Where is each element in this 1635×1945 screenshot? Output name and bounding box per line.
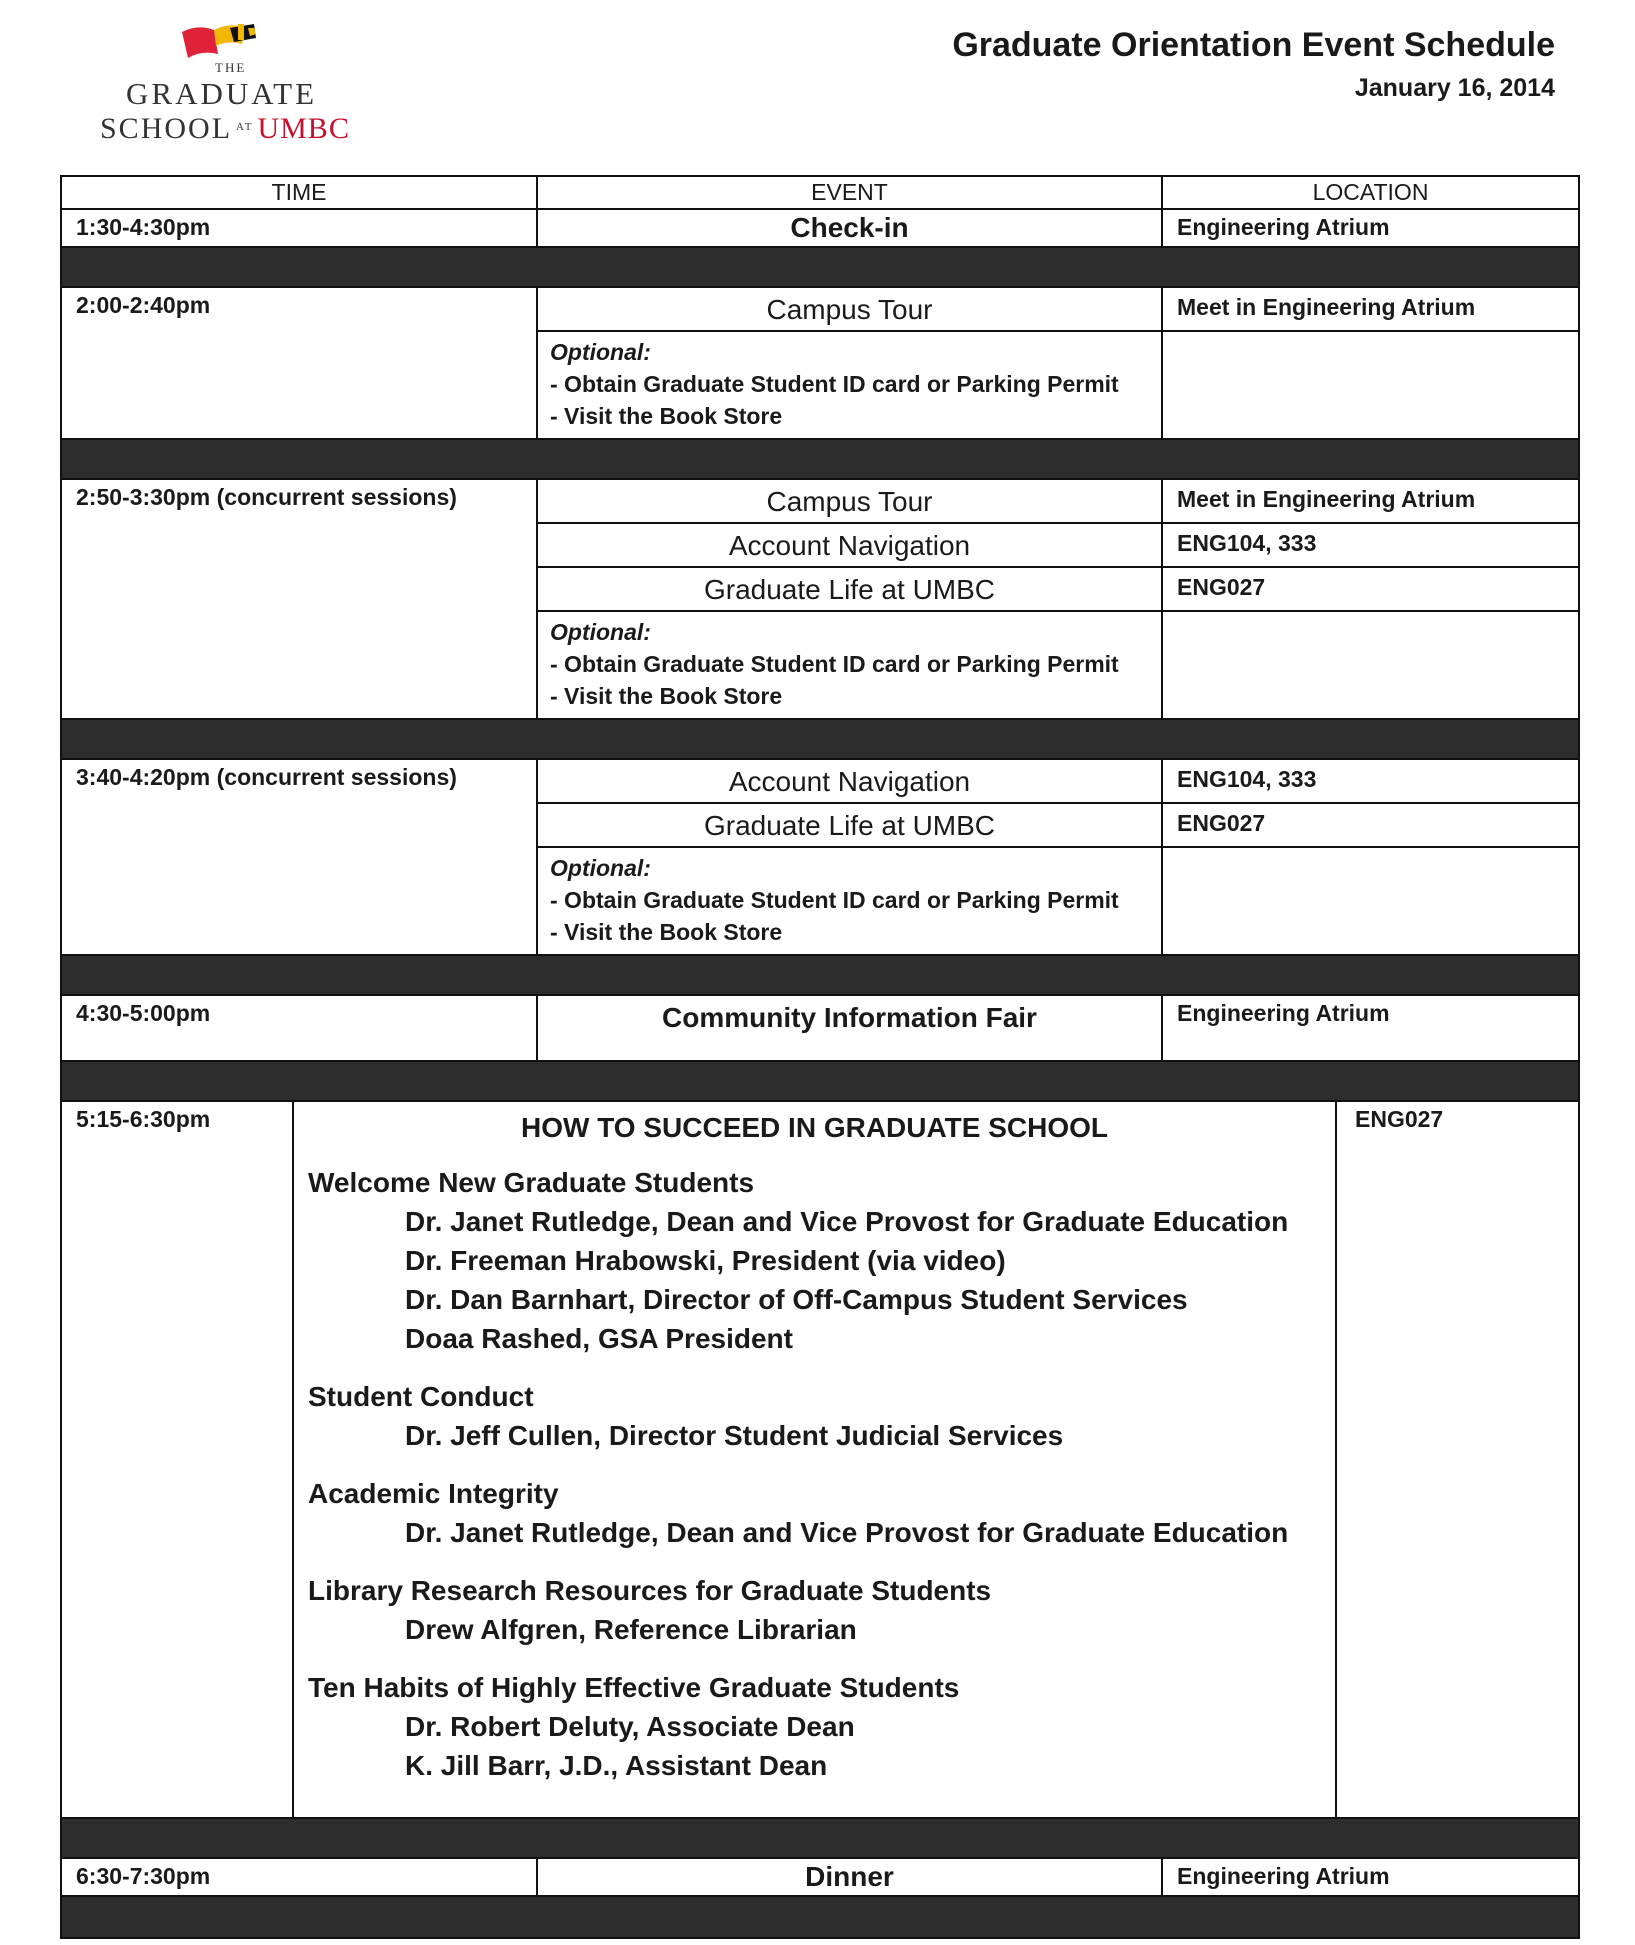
optional-item: - Visit the Book Store	[550, 919, 783, 945]
program-section: Academic Integrity	[308, 1478, 559, 1509]
program-section: Ten Habits of Highly Effective Graduate Students	[308, 1672, 960, 1703]
location-cell: ENG027	[1177, 574, 1266, 600]
table-row-succeed	[62, 1102, 1578, 1819]
location-cell-empty	[1163, 612, 1578, 718]
header-location: LOCATION	[1312, 179, 1429, 205]
logo-umbc: UMBC	[257, 112, 350, 145]
location-cell: ENG027	[1177, 810, 1266, 836]
time-cell: 1:30-4:30pm	[62, 210, 538, 246]
sub-row	[538, 804, 1578, 848]
row-separator	[62, 1819, 1578, 1859]
table-header-row	[62, 177, 1578, 210]
program-cell	[294, 1102, 1337, 1817]
location-cell: Meet in Engineering Atrium	[1177, 294, 1476, 320]
logo-at: AT	[236, 121, 254, 133]
time-cell: 3:40-4:20pm (concurrent sessions)	[62, 760, 538, 954]
optional-label: Optional:	[550, 339, 651, 365]
event-cell: Graduate Life at UMBC	[538, 804, 1163, 846]
event-cell: Account Navigation	[538, 760, 1163, 802]
optional-block	[538, 332, 1163, 438]
logo-the: THE	[215, 60, 247, 75]
optional-item: - Obtain Graduate Student ID card or Parking Permit	[550, 887, 1119, 913]
event-group	[538, 288, 1578, 438]
table-row-dinner	[62, 1859, 1578, 1897]
event-cell: Account Navigation	[538, 524, 1163, 566]
optional-item: - Obtain Graduate Student ID card or Parking Permit	[550, 371, 1119, 397]
location-cell-empty	[1163, 332, 1578, 438]
sub-row	[538, 568, 1578, 612]
speaker: Dr. Janet Rutledge, Dean and Vice Provost for Graduate Education	[405, 1517, 1289, 1548]
event-cell: Dinner	[538, 1859, 1163, 1895]
header-event: EVENT	[538, 177, 1163, 208]
event-group	[538, 480, 1578, 718]
sub-row	[538, 480, 1578, 524]
row-separator	[62, 956, 1578, 996]
sub-row-optional	[538, 612, 1578, 718]
event-cell: Community Information Fair	[538, 996, 1163, 1060]
sub-row-optional	[538, 332, 1578, 438]
sub-row-optional	[538, 848, 1578, 954]
optional-label: Optional:	[550, 619, 651, 645]
location-cell: Engineering Atrium	[1177, 1863, 1390, 1889]
logo-school	[100, 112, 350, 146]
time-cell: 2:00-2:40pm	[62, 288, 538, 438]
table-row-tour	[62, 288, 1578, 440]
location-cell-empty	[1163, 848, 1578, 954]
time-cell: 5:15-6:30pm	[62, 1102, 294, 1817]
location-cell: ENG027	[1355, 1106, 1444, 1132]
location-cell: Engineering Atrium	[1177, 1000, 1390, 1026]
speaker: Dr. Jeff Cullen, Director Student Judicial Services	[405, 1420, 1064, 1451]
table-row-fair	[62, 996, 1578, 1062]
sub-row	[538, 288, 1578, 332]
header-time: TIME	[62, 177, 538, 208]
event-cell: Graduate Life at UMBC	[538, 568, 1163, 610]
optional-item: - Obtain Graduate Student ID card or Parking Permit	[550, 651, 1119, 677]
speaker: K. Jill Barr, J.D., Assistant Dean	[405, 1750, 828, 1781]
program-section: Welcome New Graduate Students	[308, 1167, 755, 1198]
row-separator	[62, 1897, 1578, 1937]
schedule-table	[60, 175, 1580, 1939]
event-cell: Campus Tour	[538, 288, 1163, 330]
sub-row	[538, 524, 1578, 568]
optional-label: Optional:	[550, 855, 651, 881]
event-group	[538, 760, 1578, 954]
speaker: Doaa Rashed, GSA President	[405, 1323, 793, 1354]
logo-graduate: GRADUATE	[126, 76, 318, 111]
time-cell: 2:50-3:30pm (concurrent sessions)	[62, 480, 538, 718]
location-cell: ENG104, 333	[1177, 530, 1317, 556]
program-section: Library Research Resources for Graduate Students	[308, 1575, 992, 1606]
speaker: Dr. Freeman Hrabowski, President (via video)	[405, 1245, 1006, 1276]
logo-school-word: SCHOOL	[100, 112, 233, 145]
speaker: Dr. Robert Deluty, Associate Dean	[405, 1711, 855, 1742]
optional-item: - Visit the Book Store	[550, 683, 783, 709]
program-title: HOW TO SUCCEED IN GRADUATE SCHOOL	[521, 1112, 1108, 1143]
row-separator	[62, 1062, 1578, 1102]
event-cell: Check-in	[538, 210, 1163, 246]
location-cell: Meet in Engineering Atrium	[1177, 486, 1476, 512]
time-cell: 6:30-7:30pm	[62, 1859, 538, 1895]
program-section: Student Conduct	[308, 1381, 534, 1412]
speaker: Dr. Janet Rutledge, Dean and Vice Provost for Graduate Education	[405, 1206, 1289, 1237]
speaker: Drew Alfgren, Reference Librarian	[405, 1614, 857, 1645]
location-cell: Engineering Atrium	[1177, 214, 1390, 240]
row-separator	[62, 720, 1578, 760]
graduate-school-logo	[90, 20, 370, 150]
row-separator	[62, 248, 1578, 288]
table-row-250	[62, 480, 1578, 720]
table-row-340	[62, 760, 1578, 956]
row-separator	[62, 440, 1578, 480]
optional-block	[538, 848, 1163, 954]
speaker: Dr. Dan Barnhart, Director of Off-Campus Student Services	[405, 1284, 1188, 1315]
page-date: January 16, 2014	[1354, 74, 1555, 102]
page-title: Graduate Orientation Event Schedule	[952, 26, 1555, 64]
location-cell: ENG104, 333	[1177, 766, 1317, 792]
table-row-checkin	[62, 210, 1578, 248]
event-cell: Campus Tour	[538, 480, 1163, 522]
optional-item: - Visit the Book Store	[550, 403, 783, 429]
sub-row	[538, 760, 1578, 804]
time-cell: 4:30-5:00pm	[62, 996, 538, 1060]
optional-block	[538, 612, 1163, 718]
